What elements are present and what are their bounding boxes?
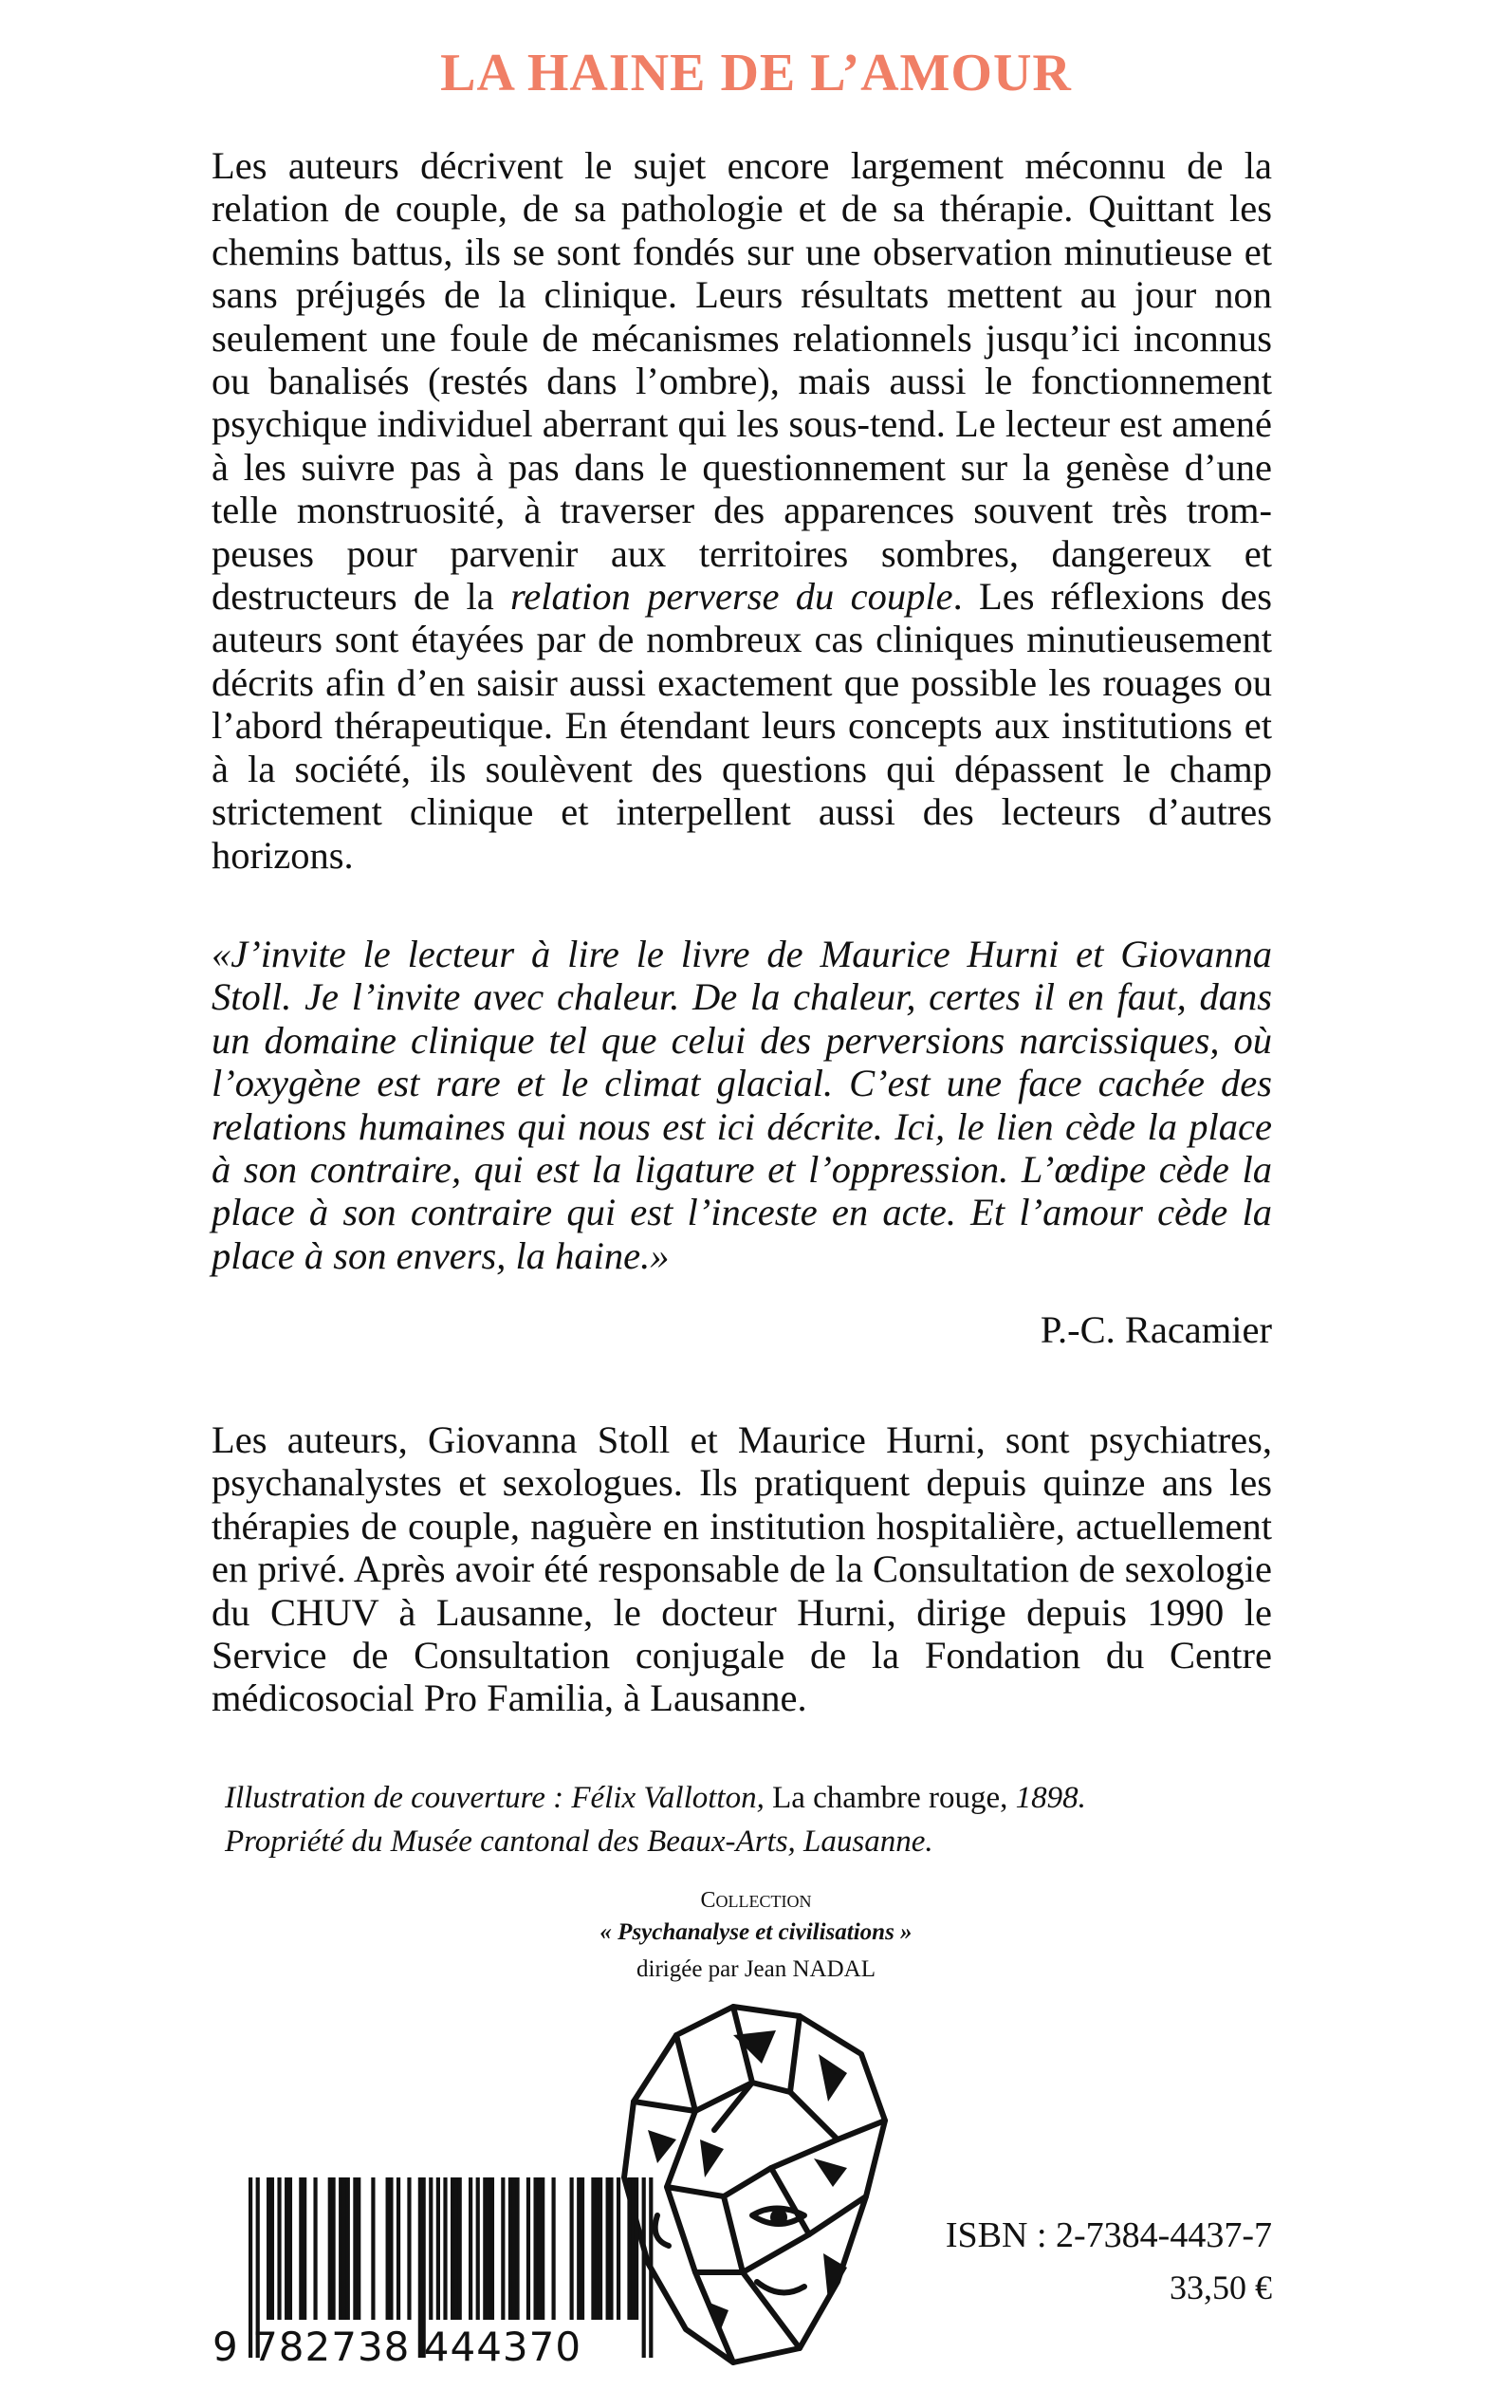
barcode-bar [342,2177,346,2320]
collection-label-initial: C [700,1888,716,1913]
barcode-bar [339,2177,342,2320]
barcode-bar [451,2177,454,2320]
barcode-bar [371,2177,375,2320]
barcode-bar [606,2177,610,2320]
barcode-bar [526,2177,530,2320]
barcode-bar [541,2177,544,2320]
barcode-bar [346,2177,350,2320]
barcode-bar [389,2177,393,2320]
barcode-bar [533,2177,537,2320]
barcode-bar [270,2177,274,2320]
barcode-bar [299,2177,303,2320]
barcode-bar [396,2177,400,2320]
illustration-credit [225,1776,1268,1820]
barcode-bar [454,2177,458,2320]
barcode-bar [469,2177,472,2320]
barcode-bar [407,2177,411,2320]
authors-bio-paragraph: Les auteurs, Giovanna Stoll et Maurice Hurni, sont psychiatres, psychanalystes et sexologues. Ils pratiquent depuis quinze ans les thérapies de couple, naguère en institution hospitalière, actuellement en privé. Après avoir été responsable de la Consultation de sexologie du CHUV à Lausanne, le docteur Hurni, dirige depuis 1990 le Service de Consultation conjugale de la Fondation du Centre médicosocial Pro Familia, à Lausanne. [212,1418,1272,1720]
barcode-bar [537,2177,541,2320]
barcode-bar [328,2177,332,2320]
barcode-bar [581,2177,584,2320]
barcode-bar [570,2177,574,2320]
collection-label-rest: OLLECTION [715,1892,812,1911]
barcode-bar [512,2177,516,2320]
barcode-bar [331,2177,335,2320]
barcode-bar [617,2177,620,2320]
barcode-bar [443,2177,447,2320]
illustration-year: 1898. [1007,1781,1086,1815]
barcode-bar [458,2177,462,2320]
description-part-1: Les auteurs décrivent le sujet encore largement méconnu de la relation de couple, de sa pathologie et de sa thérapie. Quittant les chemins battus, ils se sont fondés sur une observation minutieuse et sans préjugés de la clinique. Leurs résultats mettent au jour non seulement une foule de mécanismes relationnels jusqu’ici inconnus ou banalisés (restés dans l’ombre), mais aussi le fonctionnement psychique individuel aberrant qui les sous-tend. Le lecteur est amené à les suivre pas à pas dans le questionnement sur la genèse d’une telle monstruosité, à traverser des apparences souvent très trompeuses pour parvenir aux territoires sombres, dangereux et destructeurs de la [212,144,1272,619]
book-title: LA HAINE DE L’AMOUR [440,44,1072,102]
barcode-bar [429,2177,433,2320]
quote-paragraph: «J’invite le lecteur à lire le livre de Maurice Hurni et Giovanna Stoll. Je l’invite avec chaleur. De la chaleur, certes il en faut, dans un domaine clinique tel que celui des perversions narcissiques, où l’oxygène est rare et le climat glacial. C’est une face cachée des relations humaines qui nous est ici décrite. Ici, le lien cède la place à son contraire, qui est la ligature et l’oppression. L’œdipe cède la place à son contraire qui est l’inceste en acte. Et l’amour cède la place à son envers, la haine.» [212,933,1272,1277]
barcode-bar [303,2177,306,2320]
barcode-bar [609,2177,613,2320]
barcode-bar [483,2177,487,2320]
description-paragraph [212,144,1272,877]
barcode-bar [501,2177,505,2320]
quote-author: P.-C. Racamier [1040,1308,1272,1351]
barcode-bar [591,2177,595,2320]
illustration-property: Propriété du Musée cantonal des Beaux-Arts, Lausanne. [225,1825,933,1859]
barcode-bar [552,2177,556,2320]
collection-director: dirigée par Jean NADAL [636,1956,876,1982]
barcode-bar [515,2177,519,2320]
barcode-bar [313,2177,317,2320]
barcode-bar [476,2177,480,2320]
barcode-bar [595,2177,599,2320]
barcode-bar [627,2177,631,2320]
barcode-bar [436,2177,440,2320]
illustration-work: La chambre rouge, [764,1781,1008,1815]
barcode-bar [267,2177,270,2320]
barcode-bar [277,2177,281,2320]
barcode-bar [631,2177,635,2320]
barcode-bar [357,2177,360,2320]
barcode-bar [490,2177,494,2320]
barcode-bar [285,2177,288,2320]
barcode-bar [487,2177,490,2320]
collection-name: « Psychanalyse et civilisations » [599,1919,913,1945]
barcode-bar [288,2177,292,2320]
barcode-bar [635,2177,638,2320]
barcode-bar [353,2177,357,2320]
barcode-digits: 9 782738 444370 [212,2324,582,2370]
description-part-2: . Les réflexions des auteurs sont étayées par de nombreux cas cliniques minutieusement décrits afin d’en saisir aussi exactement que possible les rouages ou l’abord thérapeutique. En étendant leurs concepts aux institutions et à la société, ils soulèvent des questions qui dépassent le champ strictement clinique et interpellent aussi des lecteurs d’autres horizons. [212,575,1272,877]
barcode-bar [386,2177,390,2320]
isbn-number: ISBN : 2-7384-4437-7 [945,2215,1272,2255]
price: 33,50 € [1170,2269,1272,2306]
barcode-bar [577,2177,581,2320]
description-emphasis: relation perverse du couple [510,575,953,619]
collection-label [0,1888,1512,1914]
barcode-bar [508,2177,512,2320]
illustration-prefix: Illustration de couverture : Félix Vallotton, [225,1781,765,1815]
barcode-bar [599,2177,602,2320]
